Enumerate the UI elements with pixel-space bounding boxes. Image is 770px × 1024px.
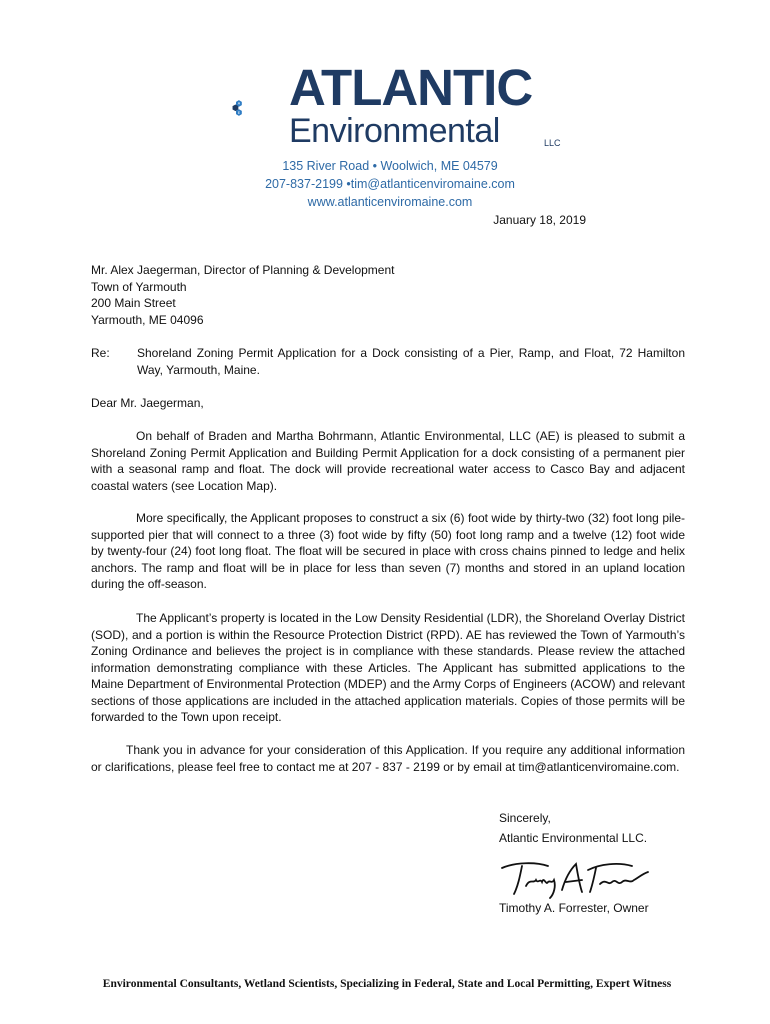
recipient-line: Mr. Alex Jaegerman, Director of Planning & Development <box>91 263 395 277</box>
closing-sincerely: Sincerely, <box>499 811 551 825</box>
footer-tagline: Environmental Consultants, Wetland Scientists, Specializing in Federal, State and Local Permitting, Expert Witness <box>102 978 672 990</box>
re-subject: Shoreland Zoning Permit Application for a Dock consisting of a Pier, Ramp, and Float, 72 Hamilton Way, Yarmouth, Maine. <box>137 346 685 377</box>
brand-name-line1: ATLANTIC <box>289 59 533 116</box>
handwritten-signature <box>496 856 656 900</box>
recipient-line: Town of Yarmouth <box>91 279 187 294</box>
body-paragraph-4: Thank you in advance for your consideration of this Application. If you require any additional information or clarifications, please feel free to contact me at 207 - 837 - 2199 or by email at tim@atlanticenviromaine.com. <box>91 743 685 774</box>
brand-suffix: LLC <box>544 138 561 148</box>
re-label: Re: <box>91 346 110 360</box>
letterhead-website[interactable]: www.atlanticenviromaine.com <box>307 195 473 209</box>
body-paragraph-2: More specifically, the Applicant proposes to construct a six (6) foot wide by thirty-two (32) foot long pile-supported pier that will connect to a three (3) foot wide by fifty (50) foot long ramp and a twelve (12) foot wide by twenty-four (24) foot long float. The float will be secured in place with cross chains pinned to ledge and helix anchors. The ramp and float will be in place for less than seven (7) months and stored in an upland location during the off-season. <box>91 511 685 591</box>
letterhead-address: 135 River Road • Woolwich, ME 04579 <box>282 159 498 173</box>
logo-letter-a: A <box>237 101 241 106</box>
body-paragraph-1: On behalf of Braden and Martha Bohrmann, Atlantic Environmental, LLC (AE) is pleased to submit a Shoreland Zoning Permit Application and Building Permit Application for a dock consisting of a permanent pier with a seasonal ramp and float. The dock will provide recreational water access to Casco Bay and adjacent coastal waters (see Location Map). <box>91 429 685 493</box>
salutation: Dear Mr. Jaegerman, <box>91 396 204 410</box>
recipient-line: 200 Main Street <box>91 296 176 310</box>
recipient-line: Yarmouth, ME 04096 <box>91 312 204 327</box>
signer-name: Timothy A. Forrester, Owner <box>499 901 649 915</box>
body-paragraph-3: The Applicant’s property is located in the Low Density Residential (LDR), the Shoreland Overlay District (SOD), and a portion is within the Resource Protection District (RPD). AE has reviewed the Town of Yarmouth’s Zoning Ordinance and believes the project is in compliance with these standards. Please review the attached information demonstrating compliance with these Articles. The Applicant has submitted applications to the Maine Department of Environmental Protection (MDEP) and the Army Corps of Engineers (ACOW) and relevant sections of those applications are included in the attached application materials. Copies of those permits will be forwarded to the Town upon receipt. <box>91 611 685 724</box>
letterhead-phone-email: 207-837-2199 •tim@atlanticenviromaine.com <box>265 177 515 191</box>
letter-date: January 18, 2019 <box>493 213 586 227</box>
brand-name-line2: Environmental <box>289 112 500 150</box>
recipient-block <box>91 262 591 328</box>
company-logo <box>232 62 292 154</box>
closing-company: Atlantic Environmental LLC. <box>499 831 648 845</box>
logo-letter-e: E <box>237 110 241 115</box>
